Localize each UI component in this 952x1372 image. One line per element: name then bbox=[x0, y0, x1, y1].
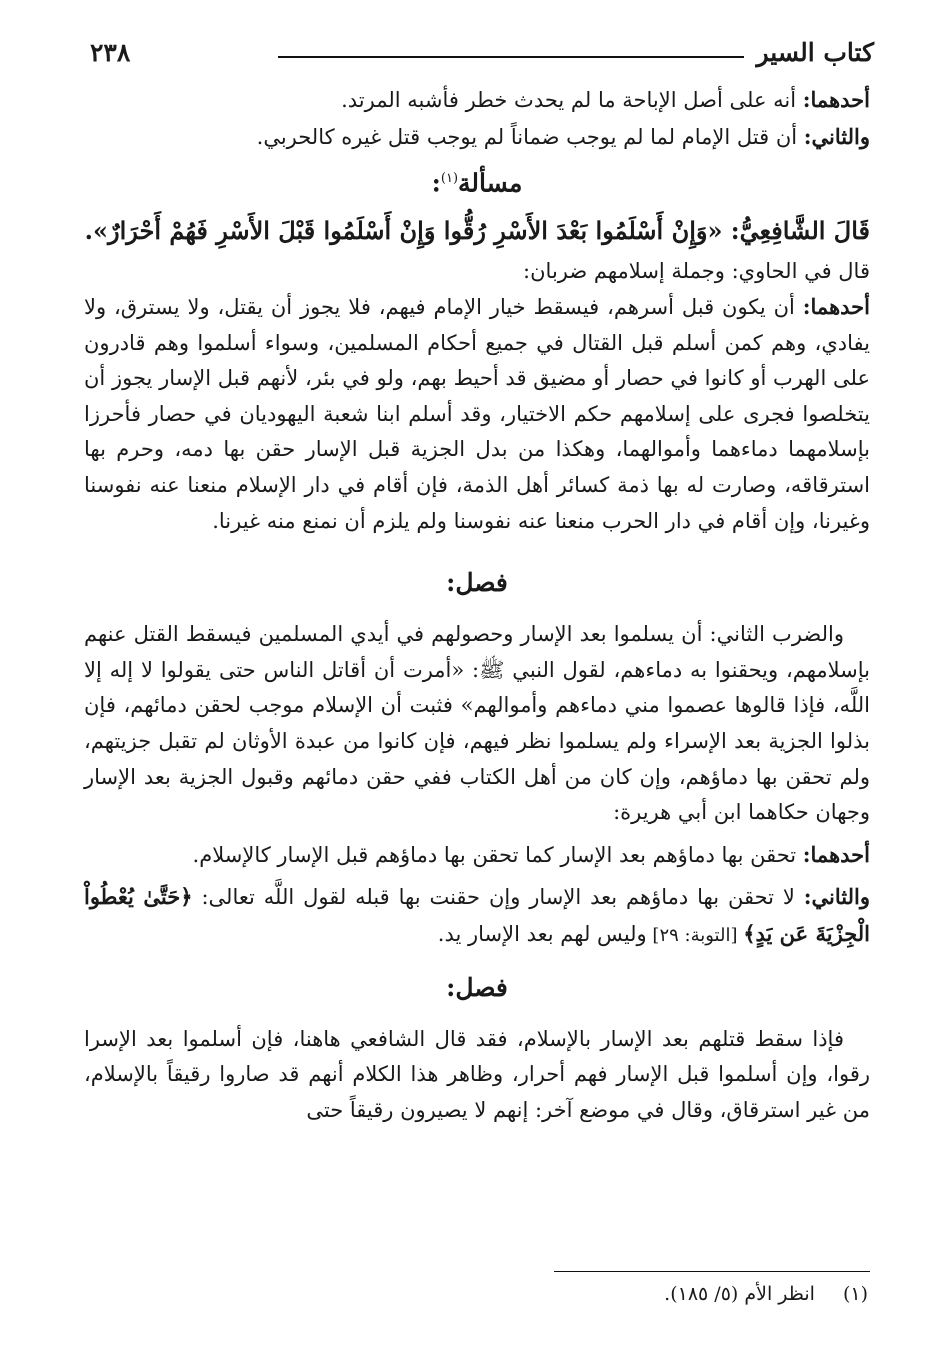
masala-first bbox=[84, 289, 870, 539]
fasl2-para: فإذا سقط قتلهم بعد الإسار بالإسلام، فقد قال الشافعي هاهنا، فإن أسلموا بعد الإسرا رقوا، وإن أسلموا قبل الإسار فهم أحرار، وظاهر هذا الكلام أنهم قد صاروا رقيقاً بالإسلام، من غير استرقاق، وقال في موضع آخر: إنهم لا يصيرون رقيقاً حتى bbox=[84, 1026, 870, 1122]
quran-reference: [التوبة: ٢٩] bbox=[646, 925, 744, 947]
hawi-line: قال في الحاوي: وجملة إسلامهم ضربان: bbox=[523, 258, 870, 283]
fasl1-second-lead: والثاني: bbox=[803, 884, 870, 910]
footnote-text: انظر الأم (٥/ ١٨٥). bbox=[664, 1283, 815, 1305]
page-number: ٢٣٨ bbox=[90, 38, 131, 67]
intro-second bbox=[84, 119, 870, 156]
masala-heading-colon: : bbox=[431, 168, 441, 198]
intro-second-text: أن قتل الإمام لما لم يوجب ضماناً لم يوجب قتل غيره كالحربي. bbox=[256, 124, 804, 149]
fasl1-second-rest: وليس لهم بعد الإسار يد. bbox=[437, 922, 647, 947]
page-header bbox=[80, 36, 874, 72]
fasl1-first-text: تحقن بها دماؤهم بعد الإسار كما تحقن بها دماؤهم قبل الإسار كالإسلام. bbox=[192, 842, 803, 867]
intro-first-text: أنه على أصل الإباحة ما لم يحدث خطر فأشبه المرتد. bbox=[341, 88, 803, 112]
masala-heading-text: مسألة bbox=[458, 168, 523, 198]
page-body bbox=[84, 82, 870, 1128]
masala-first-text: أن يكون قبل أسرهم، فيسقط خيار الإمام فيهم، فلا يجوز أن يقتل، ولا يسترق، ولا يفادي، وهم كمن أسلم قبل القتال في جميع أحكام المسلمين، وسواء أسلموا وهم قادرون على الهرب أو كانوا في حصار أو مضيق قد أحيط بهم، ولو في بئر، لأنهم قبل الإسار يجوز أن يتخلصوا فجرى على إسلامهم حكم الاختيار، وقد أسلم ابنا شعبة اليهوديان في حصار فأحرزا بإسلامهما دماءهما وأموالهما، وهكذا من بدل الجزية قبل الإسار حقن بها دمه، وحرم بها استرقاقه، وصارت له بها ذمة كسائر أهل الذمة، فإن أقام في دار الإسلام منعنا عنه نفوسنا وغيرنا، وإن أقام في دار الحرب منعنا عنه نفوسنا ولم يلزم أن نمنع منه غيرنا. bbox=[84, 295, 870, 533]
footnote bbox=[664, 1283, 868, 1305]
shafii-quote: قَالَ الشَّافِعِيُّ: «وَإِنْ أَسْلَمُوا بَعْدَ الأَسْرِ رُقُّوا وَإِنْ أَسْلَمُوا قَبْلَ الأَسْرِ فَهُمْ أَحْرَارٌ». bbox=[84, 215, 870, 245]
fasl1-second bbox=[84, 879, 870, 953]
fasl1-first bbox=[84, 837, 870, 874]
masala-first-lead: أحدهما: bbox=[802, 294, 870, 320]
intro-first bbox=[84, 82, 870, 119]
footnote-rule bbox=[554, 1271, 870, 1272]
fasl1-second-text: لا تحقن بها دماؤهم بعد الإسار وإن حقنت بها قبله لقول اللَّه تعالى: bbox=[192, 885, 804, 910]
masala-heading bbox=[84, 159, 870, 203]
fasl-heading-1: فصل: bbox=[446, 568, 508, 598]
book-title: كتاب السير bbox=[756, 38, 874, 67]
quran-verse: ﴿حَتَّىٰ يُعْطُواْ الْجِزْيَةَ عَن يَدٍ﴾ bbox=[84, 884, 870, 947]
footnote-number: (١) bbox=[842, 1283, 868, 1305]
header-rule bbox=[278, 56, 744, 58]
footnote-mark: (١) bbox=[440, 171, 459, 187]
intro-second-lead: والثاني: bbox=[803, 123, 870, 149]
fasl-heading-2: فصل: bbox=[446, 972, 508, 1002]
fasl1-para: والضرب الثاني: أن يسلموا بعد الإسار وحصولهم في أيدي المسلمين فيسقط القتل عنهم بإسلامهم، ويحقنوا به دماءهم، لقول النبي ﷺ: «أمرت أن أقاتل الناس حتى يقولوا لا إله إلا اللَّه، فإذا قالوها عصموا مني دماءهم وأموالهم» فثبت أن الإسلام موجب لحقن دمائهم، فإن بذلوا الجزية بعد الإسراء ولم يسلموا نظر فيهم، فإن كانوا من عبدة الأوثان لم تقبل جزيتهم، ولم تحقن بها دماؤهم، وإن كان من أهل الكتاب ففي حقن دمائهم وقبول الجزية بعد الإسار وجهان حكاهما ابن أبي هريرة: bbox=[84, 622, 870, 825]
fasl1-first-lead: أحدهما: bbox=[802, 841, 870, 867]
intro-first-lead: أحدهما: bbox=[802, 87, 870, 112]
